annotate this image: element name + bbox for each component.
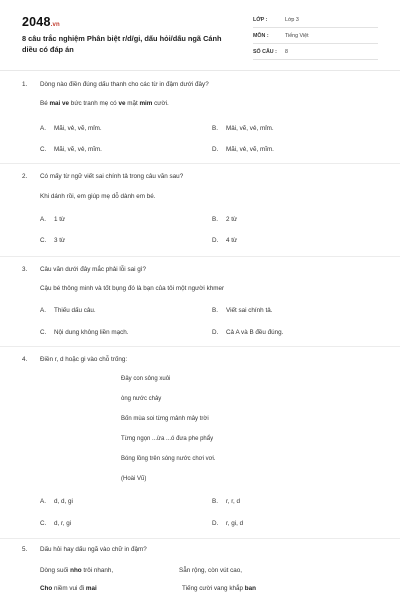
- option-b[interactable]: [212, 216, 237, 223]
- option-d[interactable]: [212, 520, 243, 527]
- passage-text: mặt: [125, 100, 140, 107]
- option-d[interactable]: [212, 329, 283, 336]
- meta-value: 8: [285, 49, 288, 55]
- question-2: [22, 173, 382, 253]
- option-letter: B.: [212, 498, 218, 505]
- passage-line-2-left: [40, 585, 97, 592]
- option-text: Cả A và B đều đúng.: [226, 329, 284, 336]
- option-letter: B.: [212, 216, 218, 223]
- passage-bold: ban: [244, 585, 256, 592]
- option-letter: A.: [40, 307, 46, 314]
- option-letter: D.: [212, 329, 219, 336]
- passage-line-2-right: [182, 585, 256, 592]
- passage-text: bức tranh mẹ có: [69, 100, 119, 107]
- option-letter: C.: [40, 520, 47, 527]
- option-c[interactable]: [40, 146, 102, 153]
- option-text: Thiếu dấu câu.: [54, 307, 96, 314]
- passage-bold: mai: [85, 585, 97, 592]
- option-b[interactable]: [212, 125, 274, 132]
- question-number: 5.: [22, 546, 28, 553]
- meta-label: MÔN :: [253, 33, 269, 39]
- option-text: Mải, vẽ, vẻ, mỉm.: [226, 125, 274, 132]
- option-text: 1 từ: [54, 216, 66, 223]
- meta-label: LỚP :: [253, 17, 268, 23]
- option-text: Mãi, vẻ, vẽ, mĩm.: [226, 146, 274, 153]
- question-passage: Khi dánh rồi, em giúp mẹ dỗ dành em bé.: [40, 193, 156, 200]
- option-text: 4 từ: [226, 237, 238, 244]
- passage-text: Sẵn rộng, còn vút cao,: [179, 567, 243, 574]
- option-text: d, r, gi: [54, 520, 72, 527]
- poem-line: Từng ngọn ...ừa ...ó đưa phe phẩy: [121, 436, 214, 442]
- question-text: Điền r, d hoặc gi vào chỗ trống:: [40, 356, 128, 363]
- option-letter: D.: [212, 146, 219, 153]
- option-letter: C.: [40, 329, 47, 336]
- question-text: Câu văn dưới đây mắc phải lỗi sai gì?: [40, 266, 147, 273]
- option-letter: C.: [40, 237, 47, 244]
- poem-line: Bốn mùa soi từng mảnh mây trời: [121, 416, 209, 422]
- option-c[interactable]: [40, 237, 65, 244]
- question-divider: [0, 256, 400, 257]
- option-letter: D.: [212, 237, 219, 244]
- option-text: 2 từ: [226, 216, 238, 223]
- passage-text: Bé: [40, 100, 50, 107]
- option-b[interactable]: [212, 498, 240, 505]
- passage-text: cười.: [152, 100, 169, 107]
- passage-bold: nho: [70, 567, 82, 574]
- passage-text: niềm vui đi: [52, 585, 86, 592]
- option-text: d, d, gi: [54, 498, 73, 505]
- option-letter: A.: [40, 125, 46, 132]
- question-4: [22, 356, 382, 536]
- question-divider: [0, 346, 400, 347]
- passage-bold: mim: [139, 100, 153, 107]
- meta-row-count: [253, 47, 378, 60]
- meta-value: Lớp 3: [285, 17, 299, 23]
- option-text: r, r, d: [226, 498, 240, 505]
- passage-line-1-left: [40, 567, 113, 574]
- option-text: Nội dung không liền mạch.: [54, 329, 129, 336]
- option-d[interactable]: [212, 146, 274, 153]
- passage-text: Tiếng cười vang khắp: [182, 585, 245, 592]
- passage-bold: Cho: [40, 585, 53, 592]
- option-b[interactable]: [212, 307, 272, 314]
- meta-info: [253, 15, 378, 63]
- option-a[interactable]: [40, 498, 73, 505]
- option-d[interactable]: [212, 237, 237, 244]
- option-letter: D.: [212, 520, 219, 527]
- question-passage: [40, 100, 370, 107]
- site-logo[interactable]: [22, 15, 60, 29]
- option-letter: A.: [40, 498, 46, 505]
- option-letter: C.: [40, 146, 47, 153]
- passage-bold: ve: [118, 100, 126, 107]
- meta-label: SỐ CÂU :: [253, 49, 277, 55]
- question-passage: Cậu bé thông minh và tốt bụng đó là bạn của tôi một người khmer: [40, 285, 225, 292]
- question-3: [22, 266, 382, 346]
- meta-value: Tiếng Việt: [285, 33, 309, 39]
- option-text: Mãi, vẽ, vẻ, mĩm.: [54, 146, 102, 153]
- poem-author: (Hoài Vũ): [121, 476, 147, 482]
- option-text: 3 từ: [54, 237, 66, 244]
- document-header: [0, 0, 400, 70]
- poem-line: òng nước chảy: [121, 396, 162, 402]
- option-a[interactable]: [40, 307, 96, 314]
- question-number: 2.: [22, 173, 28, 180]
- question-text: Dấu hỏi hay dấu ngã vào chữ in đậm?: [40, 546, 147, 553]
- question-divider: [0, 538, 400, 539]
- option-letter: B.: [212, 307, 218, 314]
- poem-line: Đây con sông xuôi: [121, 376, 171, 382]
- passage-text: trôi nhanh,: [81, 567, 114, 574]
- document-title: 8 câu trắc nghiệm Phân biệt r/d/gi, dấu hỏi/dấu ngã Cánh diều có đáp án: [22, 34, 222, 54]
- passage-text: Dòng suối: [40, 567, 71, 574]
- option-text: Mãi, vẻ, vẽ, mỉm.: [54, 125, 102, 132]
- question-number: 1.: [22, 81, 28, 88]
- option-letter: B.: [212, 125, 218, 132]
- option-a[interactable]: [40, 216, 65, 223]
- option-a[interactable]: [40, 125, 102, 132]
- question-1: [22, 81, 382, 161]
- option-c[interactable]: [40, 329, 129, 336]
- logo-text: 2048: [22, 15, 51, 29]
- question-text: Dòng nào điền đúng dấu thanh cho các từ in đậm dưới đây?: [40, 81, 209, 88]
- option-c[interactable]: [40, 520, 71, 527]
- question-divider: [0, 163, 400, 164]
- question-text: Có mấy từ ngữ viết sai chính tả trong câu văn sau?: [40, 173, 184, 180]
- header-divider: [0, 70, 400, 71]
- meta-row-subject: [253, 31, 378, 44]
- question-number: 3.: [22, 266, 28, 273]
- logo-suffix: .vn: [50, 22, 60, 28]
- option-letter: A.: [40, 216, 46, 223]
- option-text: r, gi, d: [226, 520, 244, 527]
- meta-row-class: [253, 15, 378, 28]
- passage-line-1-right: [179, 567, 242, 574]
- passage-bold: mai ve: [49, 100, 70, 107]
- option-text: Viết sai chính tả.: [226, 307, 273, 314]
- question-5: [22, 546, 382, 600]
- poem-line: Bóng lồng trên sóng nước chơi vơi.: [121, 456, 216, 462]
- question-number: 4.: [22, 356, 28, 363]
